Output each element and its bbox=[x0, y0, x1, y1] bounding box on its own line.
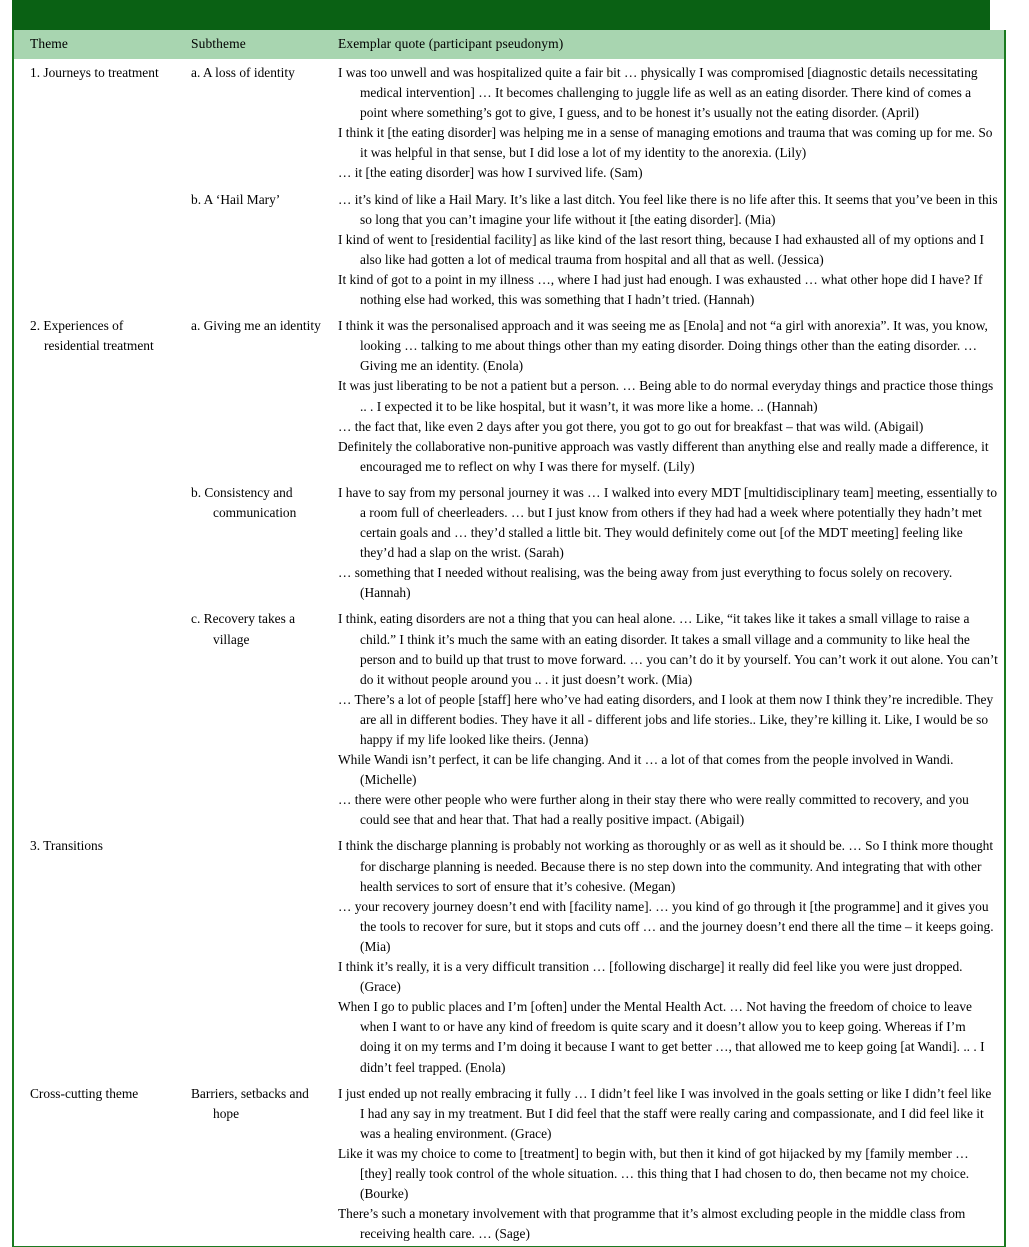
theme-label: 1. Journeys to treatment bbox=[30, 65, 159, 80]
exemplar-quote: It was just liberating to be not a patient but a person. … Being able to do normal everyday things and practice those things .. . I expected it to be like hospital, but it wasn’t, it was more like a home. .. (Hannah) bbox=[338, 378, 994, 414]
subtheme-label: Barriers, setbacks and hope bbox=[191, 1085, 309, 1121]
exemplar-quote: I have to say from my personal journey it was … I walked into every MDT [multidisciplinary team] meeting, essentially to a room full of cheerleaders. … but I just know from others if they had had a week where potentially they hadn’t met certain goals and … they’d stalled a little bit. They would definitely come out [of the MDT meeting] feeling like they’d had a slap on the wrist. (Sarah) bbox=[338, 484, 998, 561]
exemplar-quote: I was too unwell and was hospitalized quite a fair bit … physically I was compromised [diagnostic details necessitating medical intervention] … It becomes challenging to juggle life as well as an eating disorder. There kind of comes a point where something’s got to give, I guess, and to be honest it’s usually not the eating disorder. (April) bbox=[338, 65, 978, 121]
exemplar-quote: I kind of went to [residential facility] as like kind of the last resort thing, because I had exhausted all of my options and I also like had gotten a lot of medical trauma from hospital and all that as well. (Jessica) bbox=[338, 231, 984, 267]
table-header bbox=[13, 30, 1005, 59]
exemplar-quote: When I go to public places and I’m [often] under the Mental Health Act. … Not having the freedom of choice to leave when I want to or have any kind of freedom is quite scary and it doesn’t allow you to keep going. Whereas if I’m doing it on my terms and I’m doing it because I want to get better …, that allowed me to keep going [at Wandi]. .. . I didn’t feel trapped. (Enola) bbox=[338, 999, 985, 1075]
exemplar-quote: I think the discharge planning is probably not working as thoroughly or as well as it should be. … So I think more thought for discharge planning is needed. Because there is no step down into the community. And integrating that with other health services to sort of ensure that it’s cohesive. (Megan) bbox=[338, 838, 994, 894]
quote-cell bbox=[331, 479, 1005, 606]
table-top-band bbox=[12, 0, 990, 30]
theme-cell bbox=[13, 59, 181, 186]
theme-label: Cross-cutting theme bbox=[30, 1085, 139, 1101]
quote-cell bbox=[331, 605, 1005, 832]
quote-cell bbox=[331, 832, 1005, 1079]
exemplar-quote: … something that I needed without realising, was the being away from just everything to focus solely on recovery. (Hannah) bbox=[338, 565, 953, 601]
theme-cell bbox=[13, 312, 181, 479]
theme-label: 2. Experiences of residential treatment bbox=[30, 318, 154, 354]
table-header-row bbox=[13, 30, 1005, 59]
exemplar-quote: I think it’s really, it is a very difficult transition … [following discharge] it really did feel like you were just dropped. (Grace) bbox=[338, 959, 963, 995]
subtheme-label: b. A ‘Hail Mary’ bbox=[191, 191, 281, 207]
exemplar-quotes-table bbox=[12, 30, 1006, 1247]
subtheme-label: a. Giving me an identity bbox=[191, 318, 321, 334]
table-row bbox=[13, 605, 1005, 832]
exemplar-quote: … There’s a lot of people [staff] here who’ve had eating disorders, and I look at them now I think they’re incredible. They are all in different bodies. They have it all - different jobs and life stories.. Like, they’re killing it. Like, I would be so happy if my life looked like theirs. (Jenna) bbox=[338, 691, 994, 747]
exemplar-quote: Like it was my choice to come to [treatment] to begin with, but then it kind of got hijacked by my [family member … [they] really took control of the whole situation. … this thing that I had chosen to do, then became not my choice. (Bourke) bbox=[338, 1145, 970, 1202]
theme-label: 3. Transitions bbox=[30, 838, 103, 854]
table-row bbox=[13, 479, 1005, 606]
theme-cell bbox=[13, 832, 181, 1079]
exemplar-quote: Definitely the collaborative non-punitive approach was vastly different than anything else and really made a difference, it encouraged me to reflect on why I was there for myself. (Lily) bbox=[338, 438, 989, 474]
exemplar-quote: … it’s kind of like a Hail Mary. It’s like a last ditch. You feel like there is no life after this. It seems that you’ve been in this so long that you can’t imagine your life without it [the eating disorder]. (Mia) bbox=[338, 191, 998, 227]
exemplar-quote: I think it [the eating disorder] was helping me in a sense of managing emotions and trauma that was coming up for me. So it was helpful in that sense, but I did lose a lot of my identity to the anorexia. (Lily) bbox=[338, 125, 993, 161]
exemplar-quote: … it [the eating disorder] was how I survived life. (Sam) bbox=[338, 165, 643, 181]
theme-cell bbox=[13, 479, 181, 606]
exemplar-quote: While Wandi isn’t perfect, it can be life changing. And it … a lot of that comes from the people involved in Wandi. (Michelle) bbox=[338, 752, 954, 788]
subtheme-label: c. Recovery takes a village bbox=[191, 611, 296, 647]
quote-cell bbox=[331, 312, 1005, 479]
column-header-quote: Exemplar quote (participant pseudonym) bbox=[331, 30, 1005, 59]
table-row bbox=[13, 186, 1005, 313]
subtheme-cell bbox=[181, 1080, 331, 1247]
column-header-subtheme: Subtheme bbox=[181, 30, 331, 59]
quote-cell bbox=[331, 186, 1005, 313]
exemplar-quote: I just ended up not really embracing it fully … I didn’t feel like I was involved in the goals setting or like I didn’t feel like I had any say in my treatment. But I did feel that the staff were really caring and compassionate, and I did feel like it was a healing environment. (Grace) bbox=[338, 1085, 992, 1141]
theme-cell bbox=[13, 1080, 181, 1247]
subtheme-cell bbox=[181, 59, 331, 186]
subtheme-label: b. Consistency and communication bbox=[191, 484, 297, 520]
exemplar-quote: I think, eating disorders are not a thing that you can heal alone. … Like, “it takes like it takes a small village to raise a child.” I think it’s much the same with an eating disorder. It takes a small village and a community to like heal the person and to build up that trust to move forward. … you can’t do it by yourself. You can’t work it out alone. You can’t do it without people around you .. . it just doesn’t work. (Mia) bbox=[338, 611, 998, 687]
quote-cell bbox=[331, 1080, 1005, 1247]
table-row bbox=[13, 832, 1005, 1079]
subtheme-cell bbox=[181, 605, 331, 832]
exemplar-quote: There’s such a monetary involvement with that programme that it’s almost excluding people in the middle class from receiving health care. … (Sage) bbox=[338, 1206, 966, 1242]
subtheme-cell bbox=[181, 832, 331, 1079]
theme-cell bbox=[13, 186, 181, 313]
exemplar-quote: … there were other people who were further along in their stay there who were really committed to recovery, and you could see that and hear that. That had a really positive impact. (Abigail) bbox=[338, 792, 969, 828]
table-body bbox=[13, 59, 1005, 1247]
subtheme-cell bbox=[181, 312, 331, 479]
exemplar-quote: I think it was the personalised approach and it was seeing me as [Enola] and not “a girl with anorexia”. It was, you know, looking … talking to me about things other than my eating disorder. Doing things other than the eating disorder. … Giving me an identity. (Enola) bbox=[338, 318, 988, 374]
table-row bbox=[13, 59, 1005, 186]
theme-cell bbox=[13, 605, 181, 832]
column-header-theme: Theme bbox=[13, 30, 181, 59]
quote-cell bbox=[331, 59, 1005, 186]
exemplar-quote: … the fact that, like even 2 days after you got there, you got to go out for breakfast – that was wild. (Abigail) bbox=[338, 418, 924, 434]
table-row bbox=[13, 312, 1005, 479]
subtheme-cell bbox=[181, 186, 331, 313]
subtheme-cell bbox=[181, 479, 331, 606]
exemplar-quote: … your recovery journey doesn’t end with [facility name]. … you kind of go through it [the programme] and it gives you the tools to recover for sure, but it stops and cuts off … and the journey doesn’t end there all the time – it keeps going. (Mia) bbox=[338, 898, 994, 954]
table-row bbox=[13, 1080, 1005, 1247]
exemplar-quote: It kind of got to a point in my illness …, where I had just had enough. I was exhausted … what other hope did I have? If nothing else had worked, this was something that I hadn’t tried. (Hannah) bbox=[338, 271, 983, 308]
subtheme-label: a. A loss of identity bbox=[191, 65, 295, 80]
